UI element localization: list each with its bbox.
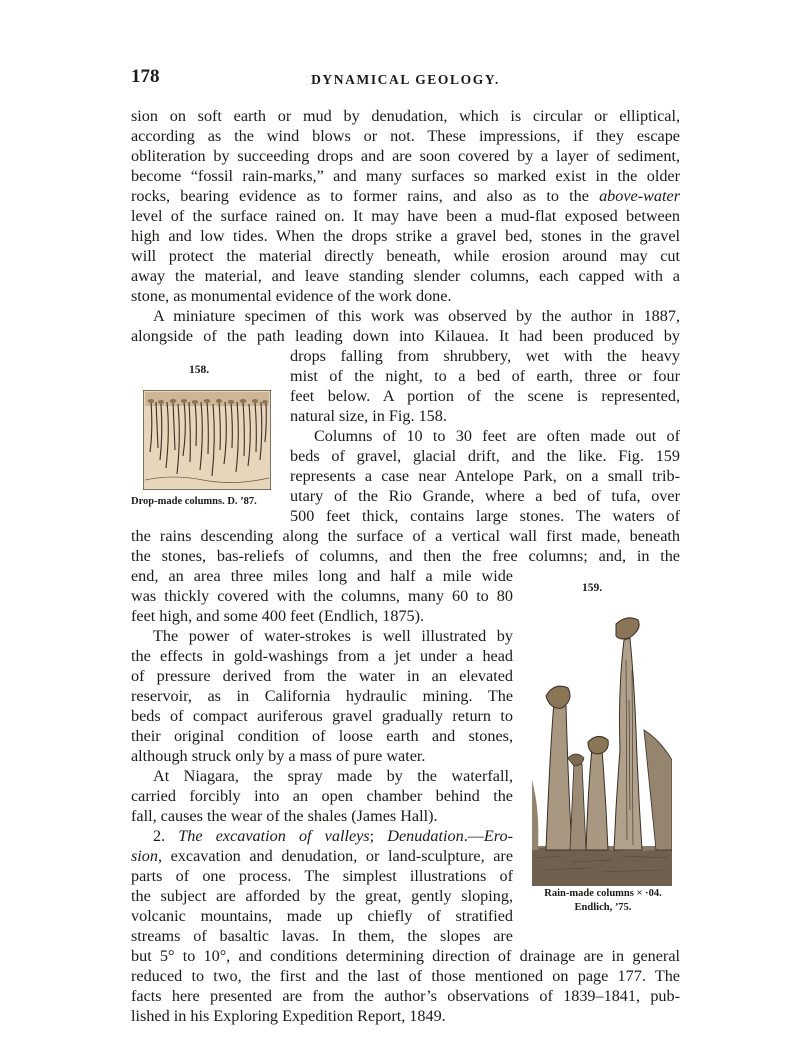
figure-158 xyxy=(131,360,281,510)
page-number: 178 xyxy=(131,66,160,87)
text-line: alongside of the path leading down into Kilauea. It had been produced by xyxy=(131,327,680,345)
text-line: parts of one process. The simplest illustrations of xyxy=(131,867,513,885)
text-line: of pressure derived from the water in an elevated xyxy=(131,667,513,685)
text-line: stone, as monumental evidence of the work done. xyxy=(131,287,452,305)
text-line xyxy=(131,846,513,866)
text-line: obliteration by succeeding drops and are soon covered by a layer of sediment, xyxy=(131,147,680,165)
text-line: 500 feet thick, contains large stones. The waters of xyxy=(290,507,680,525)
text-line: facts here presented are from the author’s observations of 1839–1841, pub- xyxy=(131,987,680,1005)
text-line: according as the wind blows or not. These impressions, if they escape xyxy=(131,127,680,145)
figure-caption: Drop-made columns. D. ’87. xyxy=(131,496,257,507)
running-head: DYNAMICAL GEOLOGY. xyxy=(311,72,500,87)
text-line: become “fossil rain-marks,” and many surfaces so marked exist in the older xyxy=(131,167,680,185)
text-line: feet below. A portion of the scene is represented, xyxy=(290,387,680,405)
emphasis-erosion: sion xyxy=(131,847,158,865)
text-line: reduced to two, the first and the last of those mentioned on page 177. The xyxy=(131,967,680,985)
text-line xyxy=(131,186,680,206)
text-line: carried forcibly into an open chamber behind the xyxy=(131,787,513,805)
text-line: mist of the night, to a bed of earth, three or four xyxy=(290,367,680,385)
text-line: volcanic mountains, made up chiefly of stratified xyxy=(131,907,513,925)
text-line: The power of water-strokes is well illustrated by xyxy=(153,627,513,645)
text-line: their original condition of loose earth and stones, xyxy=(131,727,513,745)
figure-caption-line1: Rain-made columns × ·04. xyxy=(544,888,662,899)
text-line: the rains descending along the surface of a vertical wall first made, beneath xyxy=(131,527,680,545)
text-line: utary of the Rio Grande, where a bed of tufa, over xyxy=(290,487,680,505)
text-line: was thickly covered with the columns, many 60 to 80 xyxy=(131,587,513,605)
text-line: end, an area three miles long and half a mile wide xyxy=(131,567,513,585)
section-heading: Denudation xyxy=(387,827,464,845)
figure-number: 158. xyxy=(189,364,210,376)
text-line: lished in his Exploring Expedition Report, 1849. xyxy=(131,1007,446,1025)
section-heading: The excavation of valleys xyxy=(178,827,370,845)
text-line-segment: , excavation and denudation, or land-sculpture, are xyxy=(158,847,513,865)
text-line: beds of compact auriferous gravel gradually return to xyxy=(131,707,513,725)
text-line: feet high, and some 400 feet (Endlich, 1875). xyxy=(131,607,425,625)
text-line: sion on soft earth or mud by denudation, which is circular or elliptical, xyxy=(131,107,680,125)
text-line: A miniature specimen of this work was observed by the author in 1887, xyxy=(153,307,680,325)
rain-made-columns-illustration xyxy=(532,610,672,886)
text-line xyxy=(153,826,513,846)
figure-caption-line2: Endlich, ’75. xyxy=(574,902,632,913)
text-line: natural size, in Fig. 158. xyxy=(290,407,447,425)
text-line-segment: .— xyxy=(463,827,484,845)
text-line: Columns of 10 to 30 feet are often made out of xyxy=(314,427,680,445)
text-line: high and low tides. When the drops strike a gravel bed, stones in the gravel xyxy=(131,227,680,245)
drop-made-columns-illustration xyxy=(143,390,271,490)
text-line-segment: ; xyxy=(369,827,388,845)
text-line: At Niagara, the spray made by the waterfall, xyxy=(153,767,513,785)
text-line: away the material, and leave standing slender columns, each capped with a xyxy=(131,267,680,285)
text-line: level of the surface rained on. It may have been a mud-flat exposed between xyxy=(131,207,680,225)
page-header xyxy=(131,66,680,96)
text-line: beds of gravel, glacial drift, and the like. Fig. 159 xyxy=(290,447,680,465)
text-line: reservoir, as in California hydraulic mining. The xyxy=(131,687,513,705)
text-line: fall, causes the wear of the shales (James Hall). xyxy=(131,807,438,825)
text-line: will protect the material directly beneath, while erosion around may cut xyxy=(131,247,680,265)
text-line: but 5° to 10°, and conditions determining direction of drainage are in general xyxy=(131,947,680,965)
text-line: streams of basaltic lavas. In them, the slopes are xyxy=(131,927,513,945)
text-line: although struck only by a mass of pure water. xyxy=(131,747,426,765)
emphasis-erosion: Ero- xyxy=(483,827,513,845)
text-line: the subject are afforded by the great, gently sloping, xyxy=(131,887,513,905)
text-line: the stones, bas-reliefs of columns, and then the free columns; and, in the xyxy=(131,547,680,565)
text-line: drops falling from shrubbery, wet with the heavy xyxy=(290,347,680,365)
emphasis-above-water: above-water xyxy=(599,187,680,205)
section-number: 2. xyxy=(153,827,179,845)
text-line: represents a case near Antelope Park, on a small trib- xyxy=(290,467,680,485)
figure-159 xyxy=(528,578,678,918)
figure-number: 159. xyxy=(582,582,603,594)
text-line-segment: rocks, bearing evidence as to former rains, and also as to the xyxy=(131,187,600,205)
text-line: the effects in gold-washings from a jet under a head xyxy=(131,647,513,665)
